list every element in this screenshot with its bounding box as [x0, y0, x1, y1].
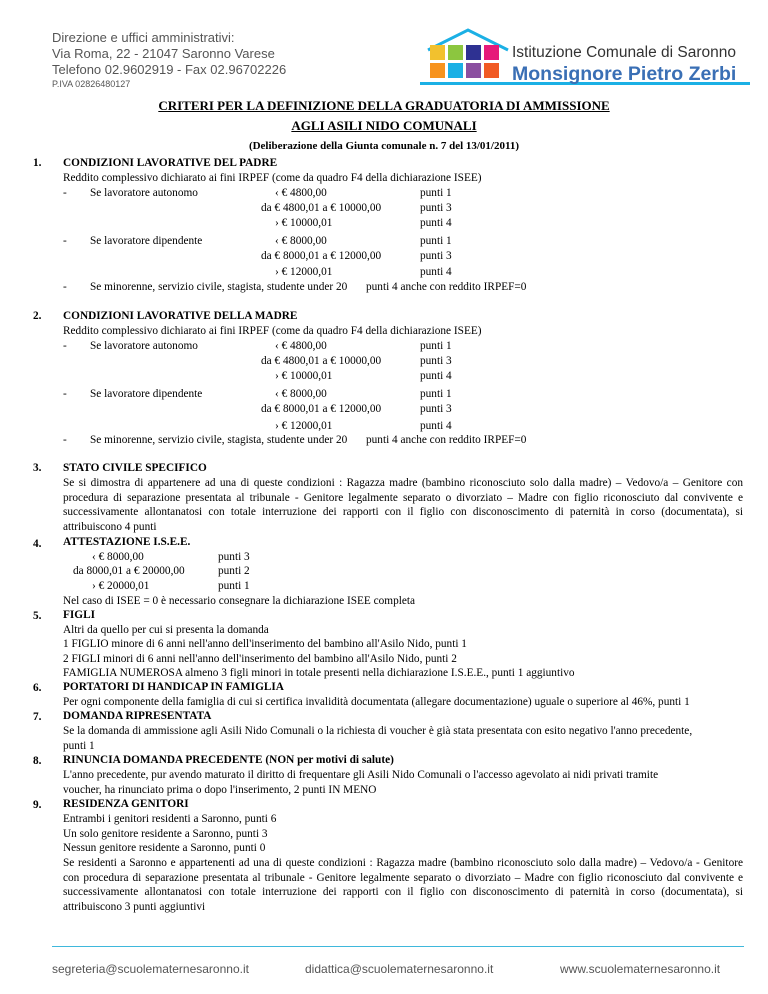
section-2-dipendente-points-1: punti 1 — [420, 388, 452, 400]
section-1-intro: Reddito complessivo dichiarato ai fini IRPEF (come da quadro F4 della dichiarazione ISEE) — [63, 172, 482, 184]
section-3-text: Se si dimostra di appartenere ad una di queste condizioni : Ragazza madre (bambino riconosciuto solo dalla madre) – Vedovo/a – Genitore con procedura di separazione presentata al tribunale - Genitore legalmente separato o divorziato – Madre con figlio riconosciuto dal convivente e successivamente allontanatosi con totale interruzione dei rapporti con il figlio con disconoscimento di paternità in corso (documentata), si attribuiscono 4 punti — [63, 477, 743, 533]
section-2-dipendente-points-3: punti 4 — [420, 420, 452, 432]
office-info — [52, 30, 286, 90]
section-2-autonomo-range-3: › € 10000,01 — [275, 370, 333, 382]
section-2-dash: - — [63, 340, 67, 352]
section-1-dipendente-range-2: da € 8000,01 a € 12000,00 — [261, 250, 382, 262]
section-9-heading: RESIDENZA GENITORI — [63, 798, 189, 810]
section-1-minor-label: Se minorenne, servizio civile, stagista, studente under 20 — [90, 281, 348, 293]
section-2-dipendente-range-2: da € 8000,01 a € 12000,00 — [261, 403, 382, 415]
section-5-line-2: 1 FIGLIO minore di 6 anni nell'anno dell'inserimento del bambino all'Asilo Nido, punti 1 — [63, 638, 467, 650]
section-4-points-3: punti 1 — [218, 580, 250, 592]
section-1-autonomo-range-3: › € 10000,01 — [275, 217, 333, 229]
section-1-autonomo-points-2: punti 3 — [420, 202, 452, 214]
section-1-dash: - — [63, 235, 67, 247]
footer-email-segreteria[interactable]: segreteria@scuolematernesaronno.it — [52, 962, 249, 976]
section-5-line-1: Altri da quello per cui si presenta la domanda — [63, 624, 269, 636]
section-9-line-1: Entrambi i genitori residenti a Saronno, punti 6 — [63, 813, 277, 825]
section-1-dash: - — [63, 187, 67, 199]
section-4-heading: ATTESTAZIONE I.S.E.E. — [63, 536, 191, 548]
section-1-heading: CONDIZIONI LAVORATIVE DEL PADRE — [63, 157, 278, 169]
footer-divider — [52, 946, 744, 947]
section-7-line-1: Se la domanda di ammissione agli Asili Nido Comunali o la richiesta di voucher è già stata presentata con esito negativo l'anno precedente, — [63, 725, 693, 737]
section-7-number: 7. — [33, 711, 42, 723]
section-2-number: 2. — [33, 310, 42, 322]
section-4-points-2: punti 2 — [218, 565, 250, 577]
section-2-dipendente-label: Se lavoratore dipendente — [90, 388, 203, 400]
section-2-dash: - — [63, 388, 67, 400]
section-2-dipendente-range-3: › € 12000,01 — [275, 420, 333, 432]
section-1-dipendente-range-1: ‹ € 8000,00 — [275, 235, 327, 247]
section-4-number: 4. — [33, 538, 42, 550]
doc-title-line-1: CRITERI PER LA DEFINIZIONE DELLA GRADUATORIA DI AMMISSIONE — [158, 98, 610, 113]
section-8-line-2: voucher, ha rinunciato prima o dopo l'inserimento, 2 punti IN MENO — [63, 784, 377, 796]
section-6-line-1: Per ogni componente della famiglia di cui si certifica invalidità documentata (allegare documentazione) uguale o superiore al 46%, punti 1 — [63, 696, 690, 708]
logo-line-2: Monsignore Pietro Zerbi — [512, 63, 737, 85]
office-phone: Telefono 02.9602919 - Fax 02.96702226 — [52, 62, 287, 77]
doc-title-line-2: AGLI ASILI NIDO COMUNALI — [291, 118, 477, 133]
section-1-autonomo-label: Se lavoratore autonomo — [90, 187, 198, 199]
section-9-text: Se residenti a Saronno e appartenenti ad una di queste condizioni : Ragazza madre (bambino riconosciuto solo dalla madre) – Vedovo/a - Genitore con procedura di separazione presentata al tribunale - Genitore legalmente separato o divorziato – Madre con figlio riconosciuto dal convivente e successivamente allontanatosi con totale interruzione dei rapporti con il figlio con disconoscimento di paternità in corso (documentata), si attribuiscono 3 punti aggiuntivi — [63, 857, 743, 913]
section-2-autonomo-range-2: da € 4800,01 a € 10000,00 — [261, 355, 382, 367]
section-1-dipendente-points-1: punti 1 — [420, 235, 452, 247]
section-1-dash: - — [63, 281, 67, 293]
section-5-line-3: 2 FIGLI minori di 6 anni nell'anno dell'inserimento del bambino all'Asilo Nido, punti 2 — [63, 653, 457, 665]
section-2-intro: Reddito complessivo dichiarato ai fini IRPEF (come da quadro F4 della dichiarazione ISEE) — [63, 325, 482, 337]
section-2-autonomo-points-1: punti 1 — [420, 340, 452, 352]
section-1-autonomo-range-2: da € 4800,01 a € 10000,00 — [261, 202, 382, 214]
section-1-autonomo-points-1: punti 1 — [420, 187, 452, 199]
section-2-dipendente-points-2: punti 3 — [420, 403, 452, 415]
section-2-minor-points: punti 4 anche con reddito IRPEF=0 — [366, 434, 527, 446]
office-piva: P.IVA 02826480127 — [52, 79, 131, 89]
section-2-autonomo-points-3: punti 4 — [420, 370, 452, 382]
section-4-range-2: da 8000,01 a € 20000,00 — [73, 565, 185, 577]
footer-email-didattica[interactable]: didattica@scuolematernesaronno.it — [305, 962, 494, 976]
section-6-heading: PORTATORI DI HANDICAP IN FAMIGLIA — [63, 681, 284, 693]
section-8-heading: RINUNCIA DOMANDA PRECEDENTE (NON per motivi di salute) — [63, 754, 394, 766]
section-4-range-1: ‹ € 8000,00 — [92, 551, 144, 563]
section-3-heading: STATO CIVILE SPECIFICO — [63, 462, 207, 474]
section-3-number: 3. — [33, 462, 42, 474]
office-address: Via Roma, 22 - 21047 Saronno Varese — [52, 46, 275, 61]
section-5-number: 5. — [33, 610, 42, 622]
section-2-autonomo-points-2: punti 3 — [420, 355, 452, 367]
section-1-autonomo-points-3: punti 4 — [420, 217, 452, 229]
section-9-line-3: Nessun genitore residente a Saronno, punti 0 — [63, 842, 266, 854]
section-5-heading: FIGLI — [63, 609, 96, 621]
section-2-dipendente-range-1: ‹ € 8000,00 — [275, 388, 327, 400]
section-7-line-2: punti 1 — [63, 740, 95, 752]
section-4-note: Nel caso di ISEE = 0 è necessario consegnare la dichiarazione ISEE completa — [63, 595, 416, 607]
office-title: Direzione e uffici amministrativi: — [52, 30, 235, 45]
section-8-number: 8. — [33, 755, 42, 767]
section-1-minor-points: punti 4 anche con reddito IRPEF=0 — [366, 281, 527, 293]
section-8-line-1: L'anno precedente, pur avendo maturato il diritto di frequentare gli Asili Nido Comunali o l'accesso agevolato ai nidi privati tramite — [63, 769, 659, 781]
logo-line-1: Istituzione Comunale di Saronno — [512, 44, 737, 61]
section-1-dipendente-points-2: punti 3 — [420, 250, 452, 262]
section-6-number: 6. — [33, 682, 42, 694]
section-2-autonomo-label: Se lavoratore autonomo — [90, 340, 198, 352]
section-5-line-4: FAMIGLIA NUMEROSA almeno 3 figli minori in totale presenti nella dichiarazione I.S.E.E., punti 1 aggiuntivo — [63, 667, 575, 679]
section-1-number: 1. — [33, 157, 42, 169]
doc-subtitle: (Deliberazione della Giunta comunale n. 7 del 13/01/2011) — [248, 140, 520, 152]
section-7-heading: DOMANDA RIPRESENTATA — [63, 710, 212, 722]
section-4-points-1: punti 3 — [218, 551, 250, 563]
section-9-number: 9. — [33, 799, 42, 811]
section-4-range-3: › € 20000,01 — [92, 580, 150, 592]
section-1-dipendente-label: Se lavoratore dipendente — [90, 235, 203, 247]
section-2-dash: - — [63, 434, 67, 446]
footer-website-link[interactable]: www.scuolematernesaronno.it — [560, 962, 721, 976]
section-2-autonomo-range-1: ‹ € 4800,00 — [275, 340, 327, 352]
section-9-line-2: Un solo genitore residente a Saronno, punti 3 — [63, 828, 268, 840]
section-1-autonomo-range-1: ‹ € 4800,00 — [275, 187, 327, 199]
section-2-minor-label: Se minorenne, servizio civile, stagista, studente under 20 — [90, 434, 348, 446]
section-1-dipendente-range-3: › € 12000,01 — [275, 266, 333, 278]
section-1-dipendente-points-3: punti 4 — [420, 266, 452, 278]
section-2-heading: CONDIZIONI LAVORATIVE DELLA MADRE — [63, 310, 298, 322]
